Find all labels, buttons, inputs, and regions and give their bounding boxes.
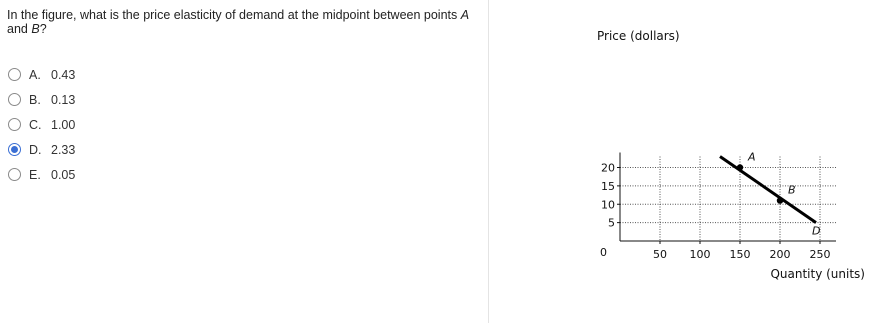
demand-graph: [590, 0, 880, 323]
choice-value: 0.13: [51, 92, 76, 107]
question-conjunction: and: [7, 22, 32, 36]
choice-value: 0.43: [51, 67, 76, 82]
choice-letter: D.: [29, 142, 42, 157]
choice-letter: B.: [29, 92, 41, 107]
axis-ticks: [601, 162, 831, 262]
choice-value: 2.33: [51, 142, 76, 157]
y-tick-label: 15: [601, 179, 615, 193]
choice-a[interactable]: [8, 62, 75, 87]
demand-chart-svg: [590, 0, 880, 323]
point-b-dot: [777, 197, 783, 203]
choice-c[interactable]: [8, 112, 75, 137]
y-axis-title: Price (dollars): [597, 29, 680, 43]
x-tick-label: 100: [689, 248, 711, 261]
y-tick-label: 20: [601, 161, 615, 175]
choice-letter: C.: [29, 117, 42, 132]
y-tick-label: 5: [608, 216, 615, 230]
question-stem: In the figure, what is the price elasticity of demand at the midpoint between points: [7, 8, 461, 22]
y-tick-label: 10: [601, 198, 615, 212]
radio-button[interactable]: [8, 168, 21, 181]
point-b-label: B: [788, 183, 796, 197]
answer-choices: [8, 62, 75, 187]
x-tick-label: 50: [653, 248, 667, 261]
radio-button[interactable]: [8, 118, 21, 131]
x-tick-label: 250: [809, 248, 831, 261]
question-text: [7, 8, 485, 36]
choice-b[interactable]: [8, 87, 75, 112]
choice-value: 0.05: [51, 167, 76, 182]
choice-value: 1.00: [51, 117, 76, 132]
x-tick-label: 200: [769, 248, 791, 261]
radio-button[interactable]: [8, 68, 21, 81]
question-end: ?: [39, 22, 47, 36]
point-a-dot: [737, 164, 743, 170]
choice-letter: A.: [29, 67, 41, 82]
radio-button[interactable]: [8, 143, 21, 156]
x-tick-label: 150: [729, 248, 751, 261]
panel-divider: [488, 0, 489, 323]
x-axis-title: Quantity (units): [770, 267, 865, 281]
grid-lines: [620, 156, 836, 241]
choice-e[interactable]: [8, 162, 75, 187]
demand-curve: [720, 156, 816, 222]
point-b-ref: B: [31, 22, 40, 36]
data-points: [737, 151, 796, 204]
choice-d[interactable]: [8, 137, 75, 162]
origin-label: 0: [600, 246, 607, 259]
radio-button[interactable]: [8, 93, 21, 106]
demand-curve-label: D: [812, 224, 821, 238]
point-a-ref: A: [460, 8, 470, 22]
point-a-label: A: [748, 150, 756, 164]
choice-letter: E.: [29, 167, 41, 182]
